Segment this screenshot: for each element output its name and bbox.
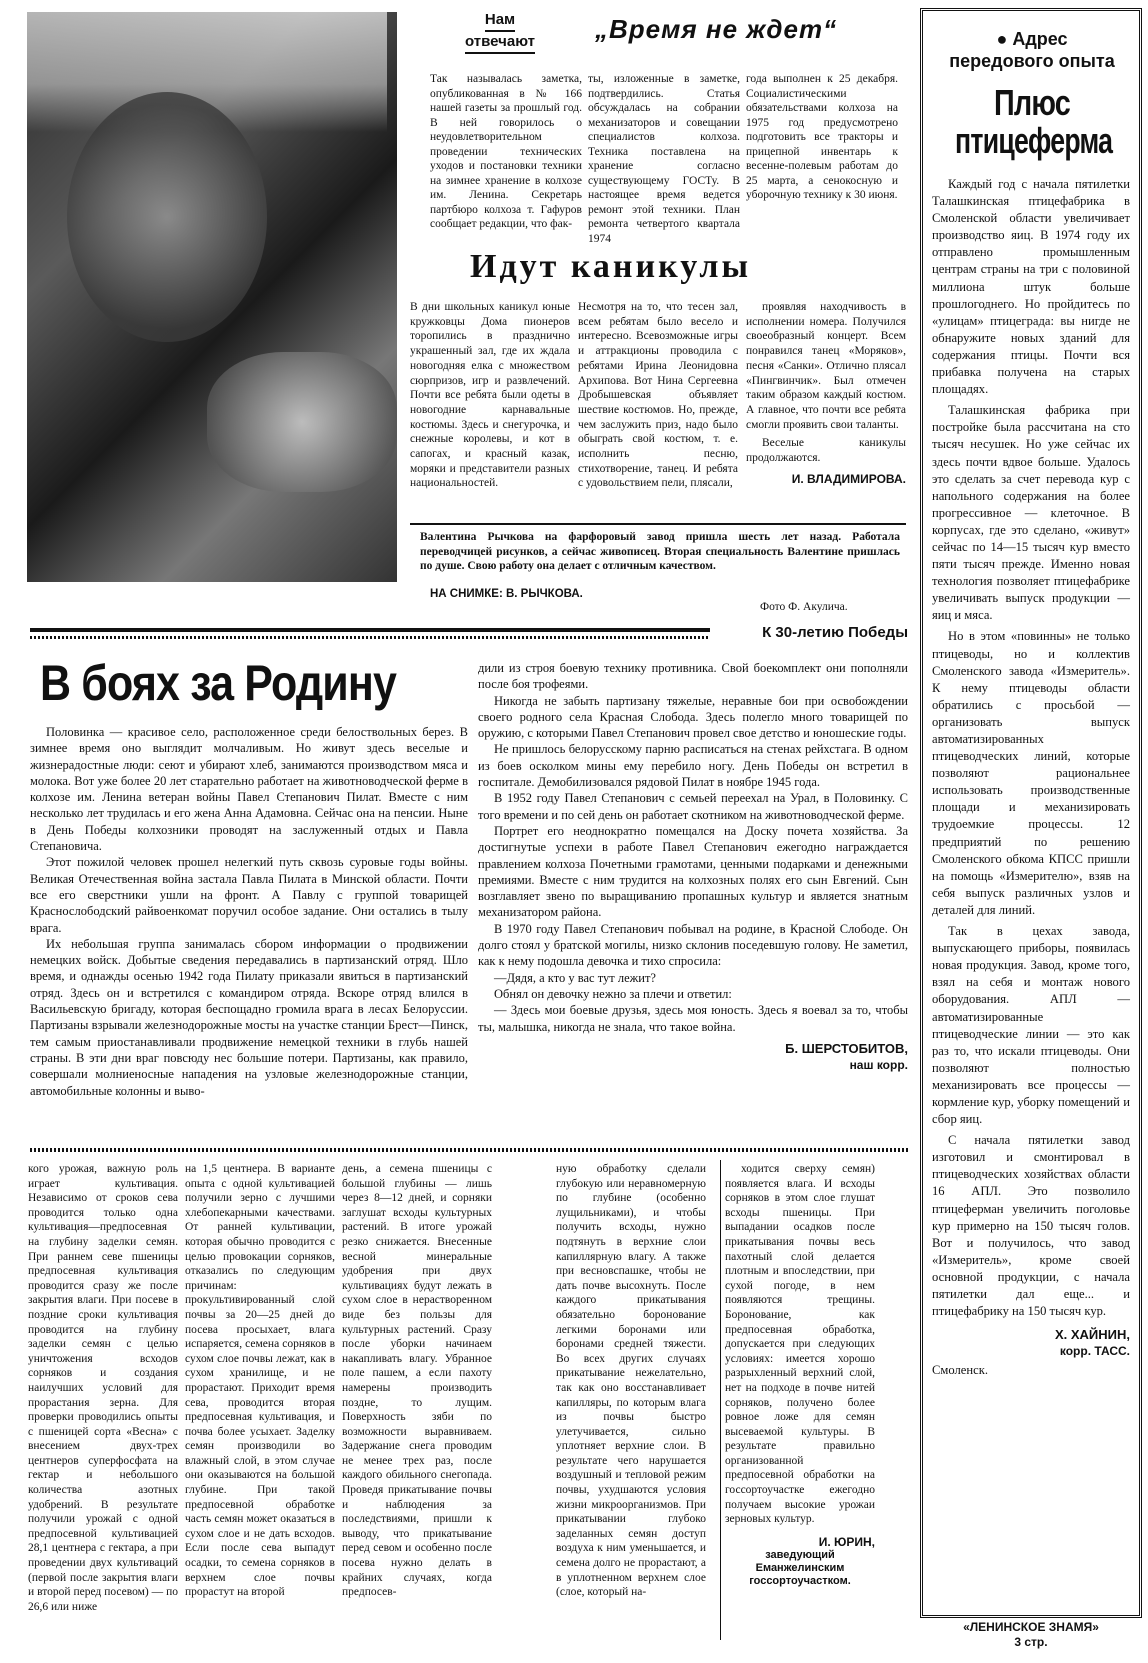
sidebar-p1: Каждый год с начала пятилетки Талашкинская птицефабрика в Смоленской области увеличивает производство яиц. В 1974 году их отправлено промышленным центрам страны на три с половиной миллиона штук больше прошлогоднего. Но пройдитесь по «улицам» птицеграда: вы нигде не обнаружите новых зданий для содержания птицы. Почти вся прибавка получена на старых площадях.: [932, 177, 1130, 397]
victory-col-2-p2: Никогда не забыть партизану тяжелые, неравные бои при освобождении своего родного села Красная Слобода. Здесь полегло много товарищей по оружию, с которыми Павел Степанович провел свое детство и юношеские годы.: [478, 693, 908, 741]
victory-signature-name: Б. ШЕРСТОБИТОВ,: [785, 1040, 908, 1056]
victory-col-2-p7: —Дядя, а кто у вас тут лежит?: [494, 970, 656, 985]
sidebar-p2: Талашкинская фабрика при постройке была рассчитана на сто тысяч несушек. Но уже сейчас их здесь почти вдвое больше. Удалось это сделать за счет перевода кур с напольного содержания на более прогрессивное — клеточное. В корпусах, где это сделано, «живут» сейчас по 14—15 тысяч кур вместо пяти тысяч прежде. Именно новая технология позволяет птицефабрике увеличивать выпуск продукции — яиц и мяса.: [932, 403, 1130, 623]
victory-top-rule-1: [30, 628, 710, 632]
victory-col-2-p6: В 1970 году Павел Степанович побывал на родине, в Красной Слободе. Он долго стоял у братской могилы, низко склонив поседевшую голову. Не заметил, как к нему подошла девочка и тихо спросила:: [478, 921, 908, 969]
victory-col-2: [478, 660, 908, 1073]
photo-caption: Валентина Рычкова на фарфоровый завод пришла шесть лет назад. Работала переводчицей рисунков, а сейчас живописец. Вторая специальность Валентине пришлась по душе. Свою работу она делает с отличным качеством.: [420, 531, 900, 572]
holidays-bottom-rule: [410, 523, 906, 525]
rubric-answers: Нам отвечают: [450, 10, 550, 54]
sidebar-p4: Так в цехах завода, выпускающего приборы, появилась новая продукция. Завод, кроме того, взял на себя и монтаж нового оборудования. АПЛ — автоматизированные птицеводческие линии — это как раз то, что искали птицеводы. Они позволяют полностью механизировать все процессы — кормление кур, уборку помещений и сбор яиц.: [932, 924, 1130, 1127]
victory-col-2-p3: Не пришлось белорусскому парню расписаться на стенах рейхстага. В одном из боев осколком мины ему перебило ногу. День Победы он встретил в госпитале. Демобилизовался рядовой Пилат в ноябре 1945 года.: [478, 742, 908, 790]
sidebar-headline: [928, 84, 1136, 160]
victory-col-2-p9: — Здесь мои боевые друзья, здесь моя юность. Здесь я воевал за то, чтобы ты, малышка, никогда не знала, что такое война.: [478, 1003, 908, 1034]
answer-col-1: Так называлась заметка, опубликованная в № 166 нашей газеты за прошлый год. В ней говорилось о неудовлетворительном проведении технических уходов и постановки техники на зимнее хранение в колхозе им. Ленина. Секретарь партбюро колхоза т. Гафуров сообщает редакции, что фак-: [430, 73, 582, 230]
footer-paper-name: «ЛЕНИНСКОЕ ЗНАМЯ»: [963, 1620, 1099, 1634]
photo-caption-on: НА СНИМКЕ: В. РЫЧКОВА.: [430, 588, 583, 600]
answer-col-2: ты, изложенные в заметке, подтвердились. Статья обсуждалась на собрании механизаторов и совещании специалистов колхоза. Техника поставлена на хранение согласно существующему ГОСТу. В настоящее время ведется ремонт этой техники. План ремонта четвертого квартала 1974: [588, 73, 740, 245]
victory-col-1: [30, 724, 468, 1099]
victory-col-2-p5: Портрет его неоднократно помещался на Доску почета хозяйства. За достигнутые успехи в работе Павел Степанович ежегодно награждается правлением колхоза Почетными грамотами, ценными подарками и денежными премиями. Вместе с ним трудится на колхозных полях его сын Евгений. Сын возглавляет звено по выращиванию пропашных культур и является знатным механизатором района.: [478, 823, 908, 920]
victory-col-2-p4: В 1952 году Павел Степанович с семьей переехал на Урал, в Половинку. С того времени и по сей день он работает скотником на животноводческой ферме.: [478, 791, 908, 822]
victory-col-1-p2: Этот пожилой человек прошел нелегкий путь сквозь суровые годы войны. Великая Отечественная война застала Павла Пилата в Минской области. Почти все его сверстники ушли на фронт. А Павлу с группой товарищей Краснослободский райвоенкомат поручил особое задание. Они остались в тылу врага.: [30, 855, 468, 935]
holidays-col-2: Несмотря на то, что тесен зал, всем ребятам было весело и интересно. Всевозможные игры и аттракционы проводила с ребятами Ирина Леонидовна Архипова. Вот Нина Сергеевна Дробышевская объявляет шествие костюмов. Но, прежде, чем заслужить приз, надо было обыграть свой костюм, т. е. исполнить песню, стихотворение, танец. И ребята с удовольствием пели, плясали,: [578, 301, 738, 490]
sidebar-headline-line2: птицеферма: [955, 120, 1113, 161]
victory-col-2-p1: дили из строя боевую технику противника. Свой боекомплект они пополняли после боя трофеями.: [478, 661, 908, 692]
headline-victory: В боях за Родину: [40, 655, 397, 711]
sidebar-rubric-line1: ● Адрес: [996, 29, 1068, 49]
farming-signature-role: заведующий Еманжелинским госсортоучастком.: [749, 1549, 851, 1588]
headline-vremya: „Время не ждет“: [595, 14, 838, 44]
sidebar-p5: С начала пятилетки завод изготовил и смонтировал в птицеводческих хозяйствах области 16 АПЛ. Это позволило птицеферман увеличить поголовье кур примерно на 150 тысяч голов. Вот и получилось, что завод «Измеритель», кроме своей основной продукции, с начала пятилетки дал еще... и птицефабрику на 150 тысяч кур.: [932, 1133, 1130, 1319]
sidebar-headline-line1: Плюс: [993, 82, 1071, 123]
sidebar-city: Смоленск.: [932, 1363, 988, 1378]
sidebar-signature-name: Х. ХАЙНИН,: [1054, 1327, 1130, 1343]
victory-col-1-p1: Половинка — красивое село, расположенное среди белоствольных берез. В зимнее время оно выглядит молчаливым. Но живут здесь веселые и жизнерадостные люди: сеют и убирают хлеб, занимаются производством мяса и молока. Вот уже более 20 лет старательно работает на животноводческой ферме в колхозе им. Ленина ветеран войны Павел Степанович Пилат. Вместе с ним несколько лет трудилась и его жена Анна Адамовна. Сейчас она на пенсии. Ныне в День Победы колхозники проводят на заслуженный отдых и Павла Степановича.: [30, 725, 468, 854]
victory-col-2-p8: Обнял он девочку нежно за плечи и ответил:: [494, 986, 732, 1001]
farming-divider: [720, 1160, 721, 1640]
footer-masthead: [922, 1620, 1140, 1650]
photo-portrait: [27, 12, 397, 582]
farming-col-4: ную обработку сделали глубокую или неравномерную по глубине (особенно лущильниками), и чтобы получить всходы, нужно подтянуть в верхние слои капиллярную влагу. А также при весновспашке, чтобы не дать почве высохнуть. После каждого прикатывания обязательно боронование легкими боронами или боронами средней тяжести. Во всех других случаях прикатывание нежелательно, так как оно восстанавливает капилляры, по которым влага из почвы быстро улетучивается, сильно уплотняет верхние слои. В результате чего нарушается воздушный и тепловой режим почвы, ухудшаются условия жизни микроорганизмов. При прикатывании глубоко заделанных семян доступ воздуха к ним уменьшается, и семена долго не прорастают, а в уплотненном верхнем слое (слое, который на-: [556, 1163, 706, 1599]
farming-col-3: день, а семена пшеницы с большой глубины — лишь через 8—12 дней, и сорняки заглушат всходы культурных растений. В итоге урожай резко снижается. Внесенные весной минеральные удобрения при двух культивациях будут лежать в сухом слое в нерастворенном виде без пользы для культурных растений. Сразу после уборки начинаем накапливать влагу. Убранное поле пашем, а если пахоту намерены производить поздне, то лущим. Поверхность зяби по возможности выравниваем. Задержание снега проводим не менее трех раз, после каждого обильного снегопада. Проведя прикатывание почвы и наблюдения за последствиями, пришли к выводу, что прикатывание перед севом и особенно после посева нужно делать в крайних случаях, когда предпосев-: [342, 1163, 492, 1599]
farming-col-2: на 1,5 центнера. В варианте опыта с одной культивацией получили зерно с лучшими хлебопекарными качествами. От ранней культивации, которая обычно проводится с целью провокации сорняков, отказались по следующим причинам: прокультивированный слой почвы за 20—25 дней до посева просыхает, влага испаряется, семена сорняков в сухом слое почвы лежат, как в сухом хранилище, и не прорастают. Приходит время сева, проводится вторая предпосевная культивация, и почва более усыхает. Заделку семян производили во влажный слой, в этом случае они оказываются на большой глубине. При такой предпосевной обработке часть семян может оказаться в сухом слое и не дать всходов. Если после сева выпадут осадки, то семена сорняков в верхнем слое почвы прорастут на второй: [185, 1163, 335, 1599]
victory-rubric: К 30-летию Победы: [762, 624, 908, 641]
headline-holidays: Идут каникулы: [470, 248, 751, 285]
holidays-signature: И. ВЛАДИМИРОВА.: [791, 471, 906, 486]
holidays-col-3-p1: проявляя находчивость в исполнении номера. Получился своеобразный концерт. Всем понравился танец «Моряков», песня «Санки». Отлично плясал «Пингвинчик». Был отмечен таким образом каждый костюм. А главное, что почти все ребята смогли проявить свои таланты.: [746, 301, 906, 431]
holidays-col-3-p2: Веселые каникулы продолжаются.: [746, 437, 906, 465]
farming-col-5: [725, 1162, 875, 1588]
answer-col-3: года выполнен к 25 декабря. Социалистическими обязательствами колхоза на 1975 год предусмотрено подготовить все тракторы и прицепной инвентарь к весенне-полевым работам до 25 марта, а сенокосную и уборочную технику к 30 июня.: [746, 73, 898, 201]
sidebar-rubric: [928, 28, 1136, 72]
footer-page-number: 3 стр.: [1014, 1635, 1048, 1649]
farming-col-1: кого урожая, важную роль играет культивация. Независимо от сроков сева проводится только одна культивация—предпосевная на глубину заделки семян. При раннем севе пшеницы предпосевная культивация проводится сразу же после закрытия влаги. При посеве в поздние сроки культивация проводится на глубину заделки семян с целью уничтожения всходов сорняков и создания наилучших условий для прорастания зерна. Для проверки проводились опыты с пшеницей сорта «Весна» с внесением двух-трех центнеров суперфосфата на гектар и небольшого количества азотных удобрений. В результате получили урожай с одной предпосевной культивацией 28,1 центнера с гектара, а при проведении двух культиваций (первой после закрытия влаги и второй перед посевом) — по 26,6 или ниже: [28, 1163, 178, 1613]
victory-bottom-rule: [30, 1148, 908, 1152]
victory-signature-role: наш корр.: [849, 1058, 908, 1073]
farming-col-5-text: ходится сверху семян) появляется влага. И всходы сорняков в этом слое глушат всходы пшеницы. При выпадании осадков после прикатывания почвы весь пахотный слой делается плотным и впоследствии, при сухой погоде, в нем появляются трещины. Боронование, как предпосевная обработка, допускается при следующих условиях: имеется хорошо разрыхленный верхний слой, нет на подходе в почве нитей сорняков, получено более ровное ложе для семян высеваемой культуры. В результате правильно организованной предпосевной обработки на госсортоучастке ежегодно получаем высокие урожаи зерновых культур.: [725, 1163, 875, 1526]
victory-top-rule-2: [30, 636, 710, 639]
holidays-col-1: В дни школьных каникул юные кружковцы Дома пионеров торопились в празднично украшенный зал, где их ждала новогодняя елка с множеством сюрпризов, игр и развлечений. Почти все ребята были одеты в новогодние карнавальные костюмы. Здесь и снегурочка, и снежные королевы, и кот в сапогах, и красный казак, моряки и представители разных национальностей.: [410, 301, 570, 490]
holidays-col-3: [746, 300, 906, 486]
farming-signature-name: И. ЮРИН,: [818, 1534, 875, 1549]
sidebar-signature-role: корр. ТАСС.: [1059, 1344, 1130, 1359]
victory-col-1-p3: Их небольшая группа занималась сбором информации о продвижении немецких войск. Добытые сведения передавались в партизанский отряд. Шло время, и однажды осенью 1942 года Пилату приказали явиться в партизанский отряд. Здесь он и встретился с командиром отряда. Вскоре отряд влился в Васильевскую бригаду, которая беспощадно громила врага в лесах Белоруссии. Партизаны взрывали железнодорожные мосты на участке станции Брест—Пинск, тем самым приостанавливали продвижение немецкой техники в глубь нашей страны. В эти дни враг повсюду нес большие потери. Партизаны, как правило, совершали молниеносные нападения на узловые железнодорожные станции, автомобильные колонны и выво-: [30, 936, 468, 1098]
sidebar-body: [932, 176, 1130, 1379]
sidebar-rubric-line2: передового опыта: [949, 51, 1115, 71]
sidebar-p3: Но в этом «повинны» не только птицеводы, но и коллектив Смоленского завода «Измеритель». К нему птицеводы области обратились с просьбой — организовать выпуск автоматизированных птицеводческих линий, которые позволяют рациональнее использовать производственные площади и механизировать трудоемкие процессы. 12 предприятий по решению Смоленского обкома КПСС пришли на помощь «Измерителю», взяв на себя выпуск различных узлов и деталей для линий.: [932, 629, 1130, 917]
photo-credit: Фото Ф. Акулича.: [760, 601, 848, 613]
